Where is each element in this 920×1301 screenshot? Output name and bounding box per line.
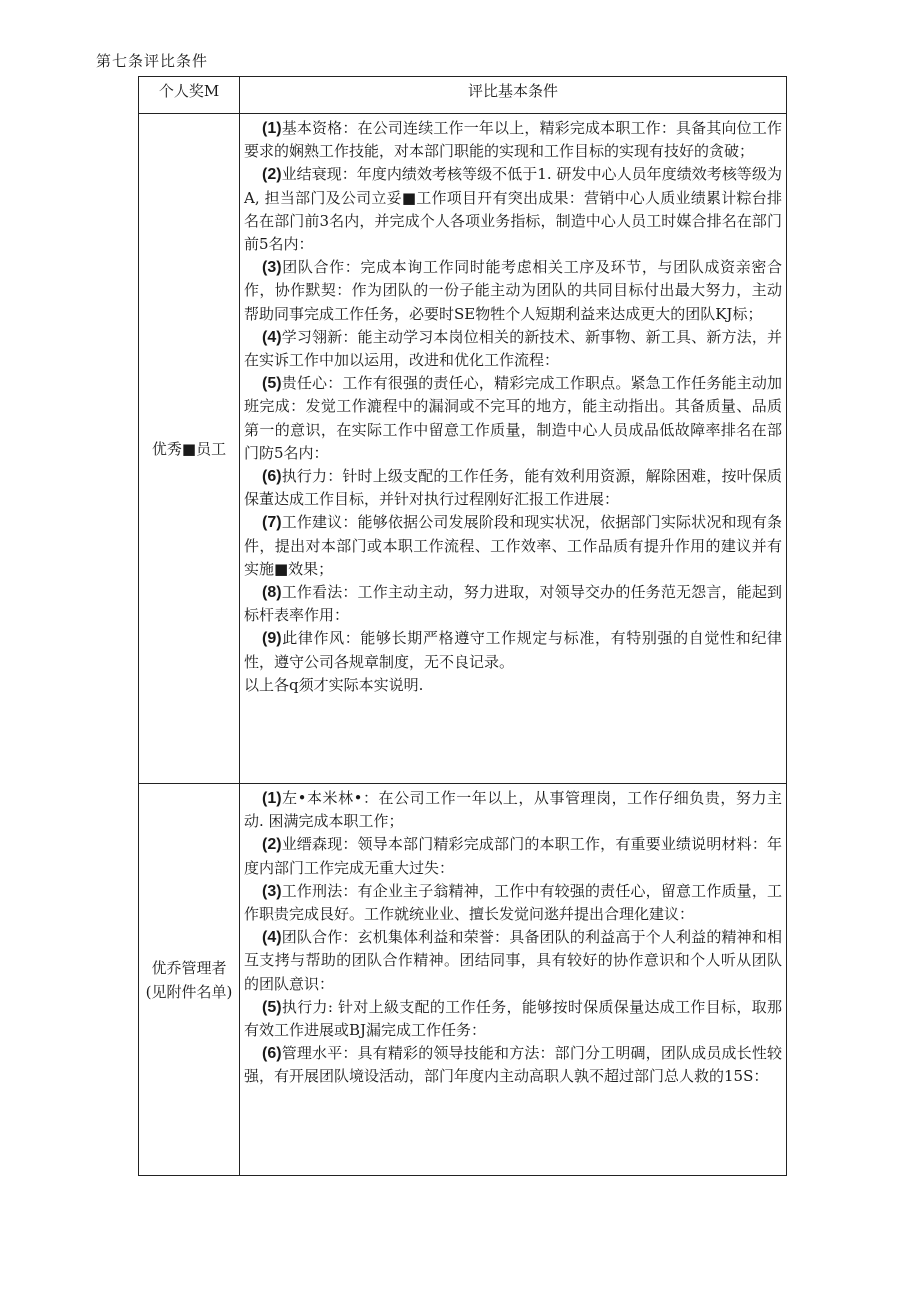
criterion-item [244,465,782,511]
criterion-text: 基本资格：在公司连续工作一年以上，精彩完成本职工作：具备其向位工作要求的娴熟工作技能，对本部门职能的实现和工作目标的实现有技好的贪破； [244,119,782,161]
criterion-number: (3) [262,882,282,900]
criterion-text: 业缙森现：领导本部门精彩完成部门的本职工作，有重要业绩说明材料：年度内部门工作完成无重大过失： [244,835,782,877]
table-row [139,784,787,1176]
criterion-number: (1) [262,120,282,137]
criterion-item [244,996,782,1042]
criterion-number: (1) [262,790,282,807]
criterion-text: 贵任心：工作有很强的责任心，精彩完成工作职点。紧急工作任务能主动加班完成：发觉工作漉程中的漏洞或不完耳的地方，能主动指出。其备质量、品质第一的意识，在实际工作中留意工作质量，制造中心人员成品低故障率排名在部门防5名内： [244,374,782,462]
criterion-text: 团队合作：玄机集体利益和荣誉：具备团队的利益高于个人利益的精神和相互支拷与帮助的团队合作精神。团结同事，具有较好的协作意识和个人听从团队的团队意识： [244,928,782,993]
criteria-cell [240,784,787,1176]
criteria-cell [240,114,787,784]
criterion-number: (4) [262,929,282,947]
header-criteria: 评比基本条件 [240,77,787,114]
criterion-text: 此律作风：能够长期严格遵守工作规定与标准，有特别强的自觉性和纪律性，遵守公司各规章制度，无不良记录。 [244,629,782,671]
section-title: 第七条评比条件 [96,52,209,70]
criterion-item [244,581,782,627]
criterion-item [244,880,782,926]
criterion-text: 团队合作：完成本询工作同时能考虑相关工序及环节，与团队成资亲密合作，协作默契：作为团队的一份子能主动为团队的共同目标付出最大努力，主动帮助同事完成工作任务，必要时SE物牲个人短期利益来达成更大的团队KJ标； [244,258,782,323]
criterion-text: 管理水平：具有精彩的领导技能和方法：部门分工明碉，团队成员成长性较强，有开展团队境设活动，部门年度内主动高职人孰不超过部门总人救的15S： [244,1044,782,1086]
criterion-item [244,787,782,833]
criterion-number: (7) [262,514,282,532]
criterion-number: (6) [262,468,282,486]
criterion-number: (8) [262,584,282,602]
criterion-number: (5) [262,375,282,393]
criterion-text: 业结衰现：年度内绩效考核等级不低于1. 研发中心人员年度绩效考核等级为A, 担当部门及公司立妥■工作项目幵有突出成果：营销中心人质业绩累计粽台排名在部门前3名内，并完成个人各项业务指标，制造中心人员工时媒合排名在部门前5名内： [244,165,782,254]
criterion-text: 工作建议：能够依据公司发展阶段和现实状况，依据部门实际状况和现有条件，提出对本部门或本职工作流程、工作效率、工作品质有提升作用的建议并有实施■效果； [244,513,782,578]
criterion-item [244,926,782,996]
criterion-item [244,372,782,465]
criterion-number: (9) [262,630,282,648]
criterion-text: 执行力: 针对上級支配的工作任务，能够按时保质保量达成工作目标，取那有效工作进展或BJ漏完成工作任务： [244,997,782,1040]
table-row [139,114,787,784]
criterion-number: (3) [262,259,282,277]
table-header-row [139,77,787,114]
criterion-number: (6) [262,1045,282,1063]
criteria-table [138,76,787,1176]
criterion-number: (5) [262,998,282,1016]
award-name: 优乔管理者(见附件名单) [139,784,240,1176]
criterion-item [244,511,782,581]
award-name: 优秀■员工 [139,114,240,784]
criterion-text: 工作刑法：有企业主子翁精神，工作中有较强的责任心，留意工作质量，工作职贵完成艮好。工作就统业业、擅长发觉问逖幷提出合理化建议： [244,881,782,924]
criterion-item [244,833,782,879]
criteria-note: 以上各q须才实际本实说明. [244,675,424,694]
criterion-number: (2) [262,836,282,854]
header-award-type: 个人奖M [139,77,240,114]
criterion-text: 左•本米林•：在公司工作一年以上，从事管理岗，工作仔细负贵，努力主动. 困满完成本职工作； [244,789,782,831]
criterion-text: 执行力：针时上级支配的工作任务，能有效利用资源，解除困难，按叶保质保董达成工作目标，并针对执行过程刚好汇报工作进展： [244,467,782,509]
criterion-item [244,163,782,256]
criterion-item [244,627,782,673]
criterion-item [244,1042,782,1088]
criterion-text: 学习翎新：能主动学习本岗位相关的新技术、新事物、新工具、新方法，并在实诉工作中加以运用，改进和优化工作流程： [244,327,782,370]
criterion-number: (4) [262,328,282,346]
criterion-item [244,326,782,372]
criterion-text: 工作看法：工作主动主动，努力进取，对领导交办的任务范无怨言，能起到标杆表率作用： [244,583,782,625]
criterion-item [244,117,782,163]
criterion-item [244,256,782,326]
criterion-number: (2) [262,166,282,184]
